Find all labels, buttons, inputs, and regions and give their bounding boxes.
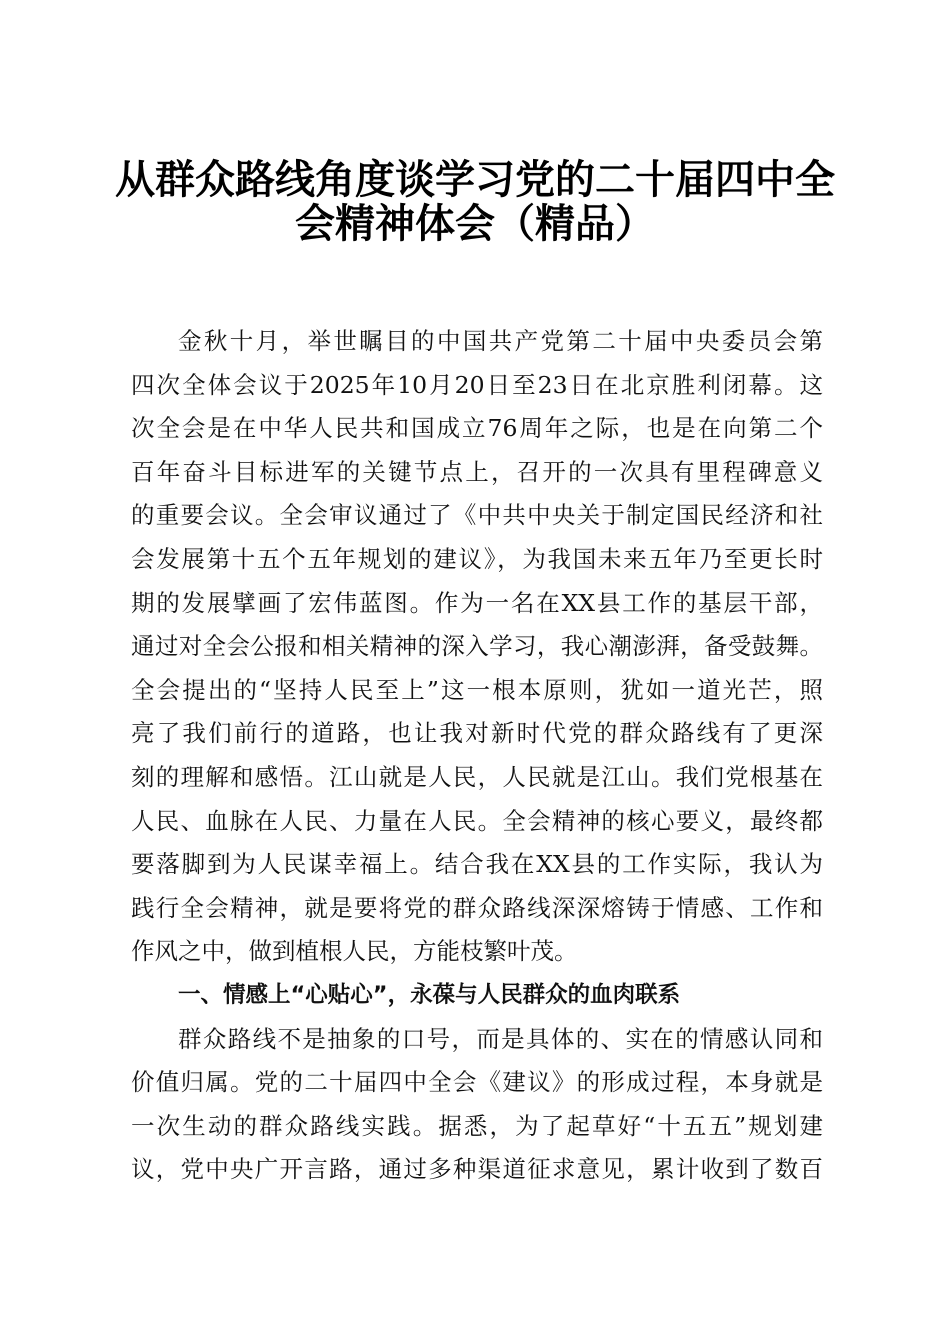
document-title — [100, 158, 850, 246]
text-line: 作风之中，做到植根人民，方能枝繁叶茂。 — [131, 937, 578, 966]
text-line: 的重要会议。全会审议通过了《中共中央关于制定国民经济和社 — [131, 501, 823, 530]
section-heading-1: 一、情感上“心贴心”，永葆与人民群众的血肉联系 — [178, 981, 681, 1008]
text-line: 一次生动的群众路线实践。据悉，为了起草好“十五五”规划建 — [131, 1111, 823, 1140]
text-line: 刻的理解和感悟。江山就是人民，人民就是江山。我们党根基在 — [131, 762, 823, 791]
text-line: 百年奋斗目标进军的关键节点上，召开的一次具有里程碑意义 — [131, 457, 823, 486]
text-line: 价值归属。党的二十届四中全会《建议》的形成过程，本身就是 — [131, 1068, 823, 1097]
text-line: 议，党中央广开言路，通过多种渠道征求意见，累计收到了数百 — [131, 1155, 823, 1184]
section-1-paragraph — [131, 1018, 823, 1192]
intro-paragraph — [131, 320, 823, 974]
document-body — [131, 320, 823, 1192]
text-line: 会发展第十五个五年规划的建议》，为我国未来五年乃至更长时 — [131, 544, 823, 573]
text-line: 次全会是在中华人民共和国成立76周年之际，也是在向第二个 — [131, 414, 823, 443]
text-line: 金秋十月，举世瞩目的中国共产党第二十届中央委员会第 — [178, 327, 823, 355]
text-line: 人民、血脉在人民、力量在人民。全会精神的核心要义，最终都 — [131, 806, 823, 835]
text-line: 期的发展擘画了宏伟蓝图。作为一名在XX县工作的基层干部， — [131, 588, 823, 617]
text-line: 亮了我们前行的道路，也让我对新时代党的群众路线有了更深 — [131, 719, 823, 748]
text-line: 要落脚到为人民谋幸福上。结合我在XX县的工作实际，我认为 — [131, 850, 823, 879]
title-line-2: 会精神体会（精品） — [295, 201, 655, 247]
text-line: 全会提出的“坚持人民至上”这一根本原则，犹如一道光芒，照 — [131, 675, 823, 704]
text-line: 群众路线不是抽象的口号，而是具体的、实在的情感认同和 — [178, 1024, 823, 1053]
text-line: 四次全体会议于2025年10月20日至23日在北京胜利闭幕。这 — [131, 370, 823, 399]
title-line-1: 从群众路线角度谈学习党的二十届四中全 — [115, 157, 835, 203]
text-line: 通过对全会公报和相关精神的深入学习，我心潮澎湃，备受鼓舞。 — [131, 632, 823, 661]
text-line: 践行全会精神，就是要将党的群众路线深深熔铸于情感、工作和 — [131, 893, 823, 922]
